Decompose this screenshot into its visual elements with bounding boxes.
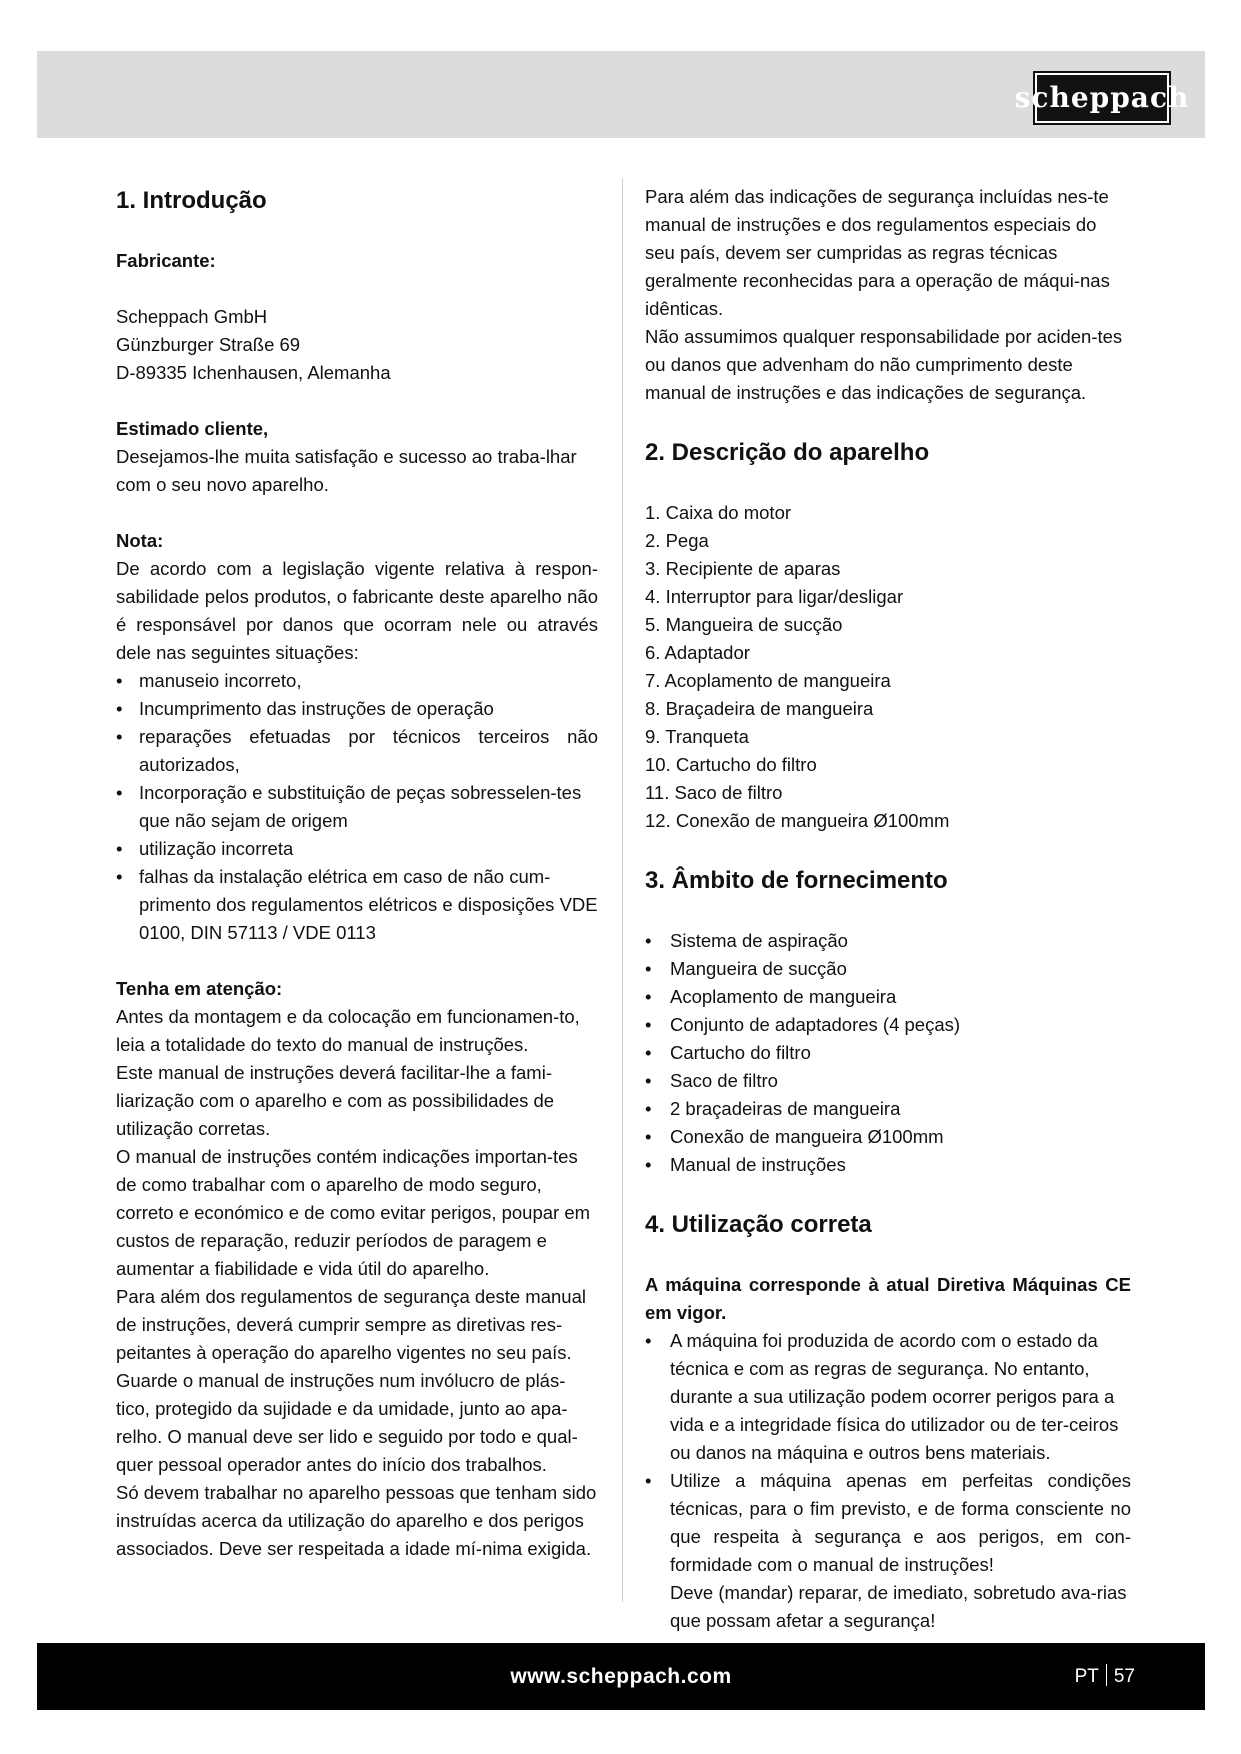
footer-url: www.scheppach.com [510, 1665, 732, 1688]
list-item: • manuseio incorreto, [116, 667, 598, 695]
list-item: 12. Conexão de mangueira Ø100mm [645, 810, 950, 831]
dear-customer-text: Desejamos-lhe muita satisfação e sucesso ao traba-lhar com o seu novo aparelho. [116, 446, 577, 495]
list-item: 3. Recipiente de aparas [645, 558, 841, 579]
list-item: • Conjunto de adaptadores (4 peças) [645, 1011, 1131, 1039]
list-item: • Cartucho do filtro [645, 1039, 1131, 1067]
list-item: 7. Acoplamento de mangueira [645, 670, 891, 691]
list-item: 10. Cartucho do filtro [645, 754, 817, 775]
parts-list [645, 499, 1131, 835]
list-item: • A máquina foi produzida de acordo com o estado da técnica e com as regras de segurança. No entanto, durante a sua utilização podem ocorrer perigos para a vida e a integridade física do utilizador ou de ter-ceiros ou danos na máquina e outros bens materiais. [645, 1327, 1131, 1467]
list-item: 5. Mangueira de sucção [645, 614, 843, 635]
column-divider [622, 178, 623, 1602]
list-item: • Utilize a máquina apenas em perfeitas condições técnicas, para o fim previsto, e de forma consciente no que respeita à segurança e aos perigos, em con-formidade com o manual de instruções! [645, 1467, 1131, 1579]
list-item: 4. Interruptor para ligar/desligar [645, 586, 904, 607]
footer-band [37, 1643, 1205, 1710]
section-heading-introduction: 1. Introdução [116, 187, 267, 214]
list-item: • Sistema de aspiração [645, 927, 1131, 955]
directive-label: A máquina corresponde à atual Diretiva Máquinas CE em vigor. [645, 1274, 1131, 1323]
list-item: 8. Braçadeira de mangueira [645, 698, 874, 719]
note-label: Nota: [116, 530, 164, 551]
list-item: 1. Caixa do motor [645, 502, 792, 523]
list-item: 11. Saco de filtro [645, 782, 783, 803]
list-item: • Mangueira de sucção [645, 955, 1131, 983]
page-separator [1106, 1664, 1107, 1686]
list-item: 9. Tranqueta [645, 726, 749, 747]
manufacturer-label: Fabricante: [116, 250, 216, 271]
list-item: • 2 braçadeiras de mangueira [645, 1095, 1131, 1123]
list-item: • Saco de filtro [645, 1067, 1131, 1095]
list-item: • Manual de instruções [645, 1151, 1131, 1179]
list-item: • Acoplamento de mangueira [645, 983, 1131, 1011]
attention-paragraph: Guarde o manual de instruções num invólucro de plás-tico, protegido da sujidade e da umidade, junto ao apa-relho. O manual deve ser lido e seguido por todo e qual-quer pessoal operador antes do início dos trabalhos. [116, 1370, 578, 1475]
attention-label: Tenha em atenção: [116, 978, 283, 999]
attention-paragraph: Só devem trabalhar no aparelho pessoas que tenham sido instruídas acerca da utilização do aparelho e dos perigos associados. Deve ser respeitada a idade mí-nima exigida. [116, 1482, 597, 1559]
list-item: • utilização incorreta [116, 835, 598, 863]
scope-list [645, 927, 1131, 1179]
right-column [645, 183, 1131, 1635]
left-column [116, 183, 598, 1563]
brand-logo [1014, 71, 1190, 125]
list-item: • Incumprimento das instruções de operação [116, 695, 598, 723]
use-bullet-list [645, 1327, 1131, 1579]
note-bullet-list [116, 667, 598, 947]
list-item: • Incorporação e substituição de peças sobresselen-tes que não sejam de origem [116, 779, 598, 835]
note-text: De acordo com a legislação vigente relativa à respon-sabilidade pelos produtos, o fabricante deste aparelho não é responsável por danos que ocorram nele ou através dele nas seguintes situações: [116, 558, 598, 663]
list-item: • Conexão de mangueira Ø100mm [645, 1123, 1131, 1151]
list-item: • falhas da instalação elétrica em caso de não cum-primento dos regulamentos elétricos e disposições VDE 0100, DIN 57113 / VDE 0113 [116, 863, 598, 947]
repair-note: Deve (mandar) reparar, de imediato, sobretudo ava-rias que possam afetar a segurança! [670, 1582, 1127, 1631]
address-line: Scheppach GmbH [116, 306, 268, 327]
page-number: 57 [1113, 1666, 1135, 1687]
address-line: Günzburger Straße 69 [116, 334, 301, 355]
attention-paragraph: Para além dos regulamentos de segurança deste manual de instruções, deverá cumprir sempre as diretivas res-peitantes à operação do aparelho vigentes no seu país. [116, 1286, 586, 1363]
dear-customer-label: Estimado cliente, [116, 418, 269, 439]
section-heading-correct-use: 4. Utilização correta [645, 1211, 872, 1238]
brand-logo-text: scheppach [1014, 81, 1190, 114]
attention-paragraph: O manual de instruções contém indicações importan-tes de como trabalhar com o aparelho de modo seguro, correto e económico e de como evitar perigos, poupar em custos de reparação, reduzir períodos de paragem e aumentar a fiabilidade e vida útil do aparelho. [116, 1146, 591, 1279]
attention-paragraph: Antes da montagem e da colocação em funcionamen-to, leia a totalidade do texto do manual de instruções. [116, 1006, 580, 1055]
page-indicator [1075, 1643, 1135, 1710]
language-code: PT [1074, 1666, 1099, 1687]
address-line: D-89335 Ichenhausen, Alemanha [116, 362, 391, 383]
safety-paragraph: Para além das indicações de segurança incluídas nes-te manual de instruções e dos regulamentos especiais do seu país, devem ser cumpridas as regras técnicas geralmente reconhecidas para a operação de máqui-nas idênticas. [645, 186, 1110, 319]
list-item: 2. Pega [645, 530, 709, 551]
attention-paragraph: Este manual de instruções deverá facilitar-lhe a fami-liarização com o aparelho e com as possibilidades de utilização corretas. [116, 1062, 555, 1139]
liability-paragraph: Não assumimos qualquer responsabilidade por aciden-tes ou danos que advenham do não cumprimento deste manual de instruções e das indicações de segurança. [645, 326, 1123, 403]
list-item: • reparações efetuadas por técnicos terceiros não autorizados, [116, 723, 598, 779]
section-heading-scope-of-delivery: 3. Âmbito de fornecimento [645, 867, 948, 894]
list-item: 6. Adaptador [645, 642, 750, 663]
section-heading-description: 2. Descrição do aparelho [645, 439, 930, 466]
